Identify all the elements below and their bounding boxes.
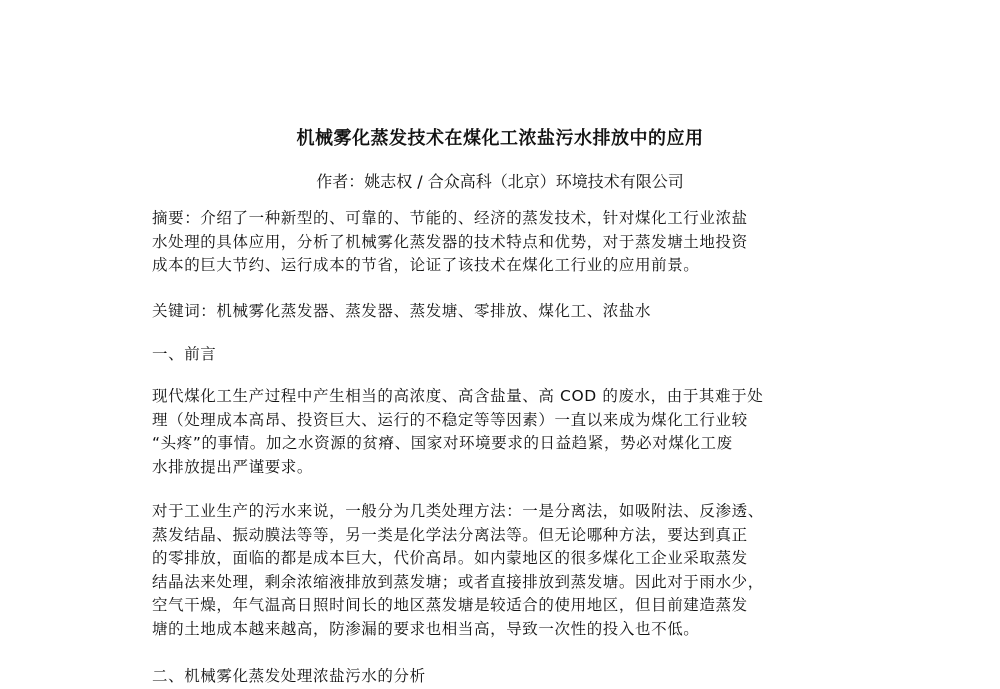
paragraph-line: 的零排放，面临的都是成本巨大，代价高昂。如内蒙地区的很多煤化工企业采取蒸发 [152,549,748,567]
intro-paragraph-1 [152,385,892,479]
document-title: 机械雾化蒸发技术在煤化工浓盐污水排放中的应用 [296,128,704,149]
paragraph-line: 理（处理成本高昂、投资巨大、运行的不稳定等等因素）一直以来成为煤化工行业较 [152,410,748,429]
abstract-line: 成本的巨大节约、运行成本的节省，论证了该技术在煤化工行业的应用前景。 [152,256,700,274]
paragraph-line: “头疼”的事情。加之水资源的贫瘠、国家对环境要求的日益趋紧，势必对煤化工废 [152,434,733,452]
keywords-line [152,300,892,324]
section-heading-intro [152,343,892,367]
intro-paragraph-2 [152,500,892,641]
paragraph-line: 现代煤化工生产过程中产生相当的高浓度、高含盐量、高 COD 的废水，由于其难于处 [152,387,764,405]
paragraph-line: 水排放提出严谨要求。 [152,457,314,476]
section-heading-text: 一、前言 [152,345,217,363]
document-author: 作者：姚志权 / 合众高科（北京）环境技术有限公司 [316,172,684,191]
paragraph-line: 蒸发结晶、振动膜法等等，另一类是化学法分离法等。但无论哪种方法，要达到真正 [152,525,748,544]
paragraph-line: 塘的土地成本越来越高，防渗漏的要求也相当高，导致一次性的投入也不低。 [152,619,700,638]
paragraph-line: 对于工业生产的污水来说，一般分为几类处理方法：一是分离法，如吸附法、反渗透、 [152,502,764,520]
paragraph-line: 结晶法来处理，剩余浓缩液排放到蒸发塘；或者直接排放到蒸发塘。因此对于雨水少， [152,572,764,591]
section-heading-text: 二、机械雾化蒸发处理浓盐污水的分析 [152,667,426,685]
keywords-text: 关键词：机械雾化蒸发器、蒸发器、蒸发塘、零排放、煤化工、浓盐水 [152,302,652,320]
paragraph-line: 空气干燥，年气温高日照时间长的地区蒸发塘是较适合的使用地区，但目前建造蒸发 [152,596,748,614]
abstract-line: 摘要：介绍了一种新型的、可靠的、节能的、经济的蒸发技术，针对煤化工行业浓盐 [152,209,748,227]
abstract-paragraph [152,207,892,278]
abstract-line: 水处理的具体应用，分析了机械雾化蒸发器的技术特点和优势，对于蒸发塘土地投资 [152,232,748,251]
section-heading-analysis [152,665,892,689]
